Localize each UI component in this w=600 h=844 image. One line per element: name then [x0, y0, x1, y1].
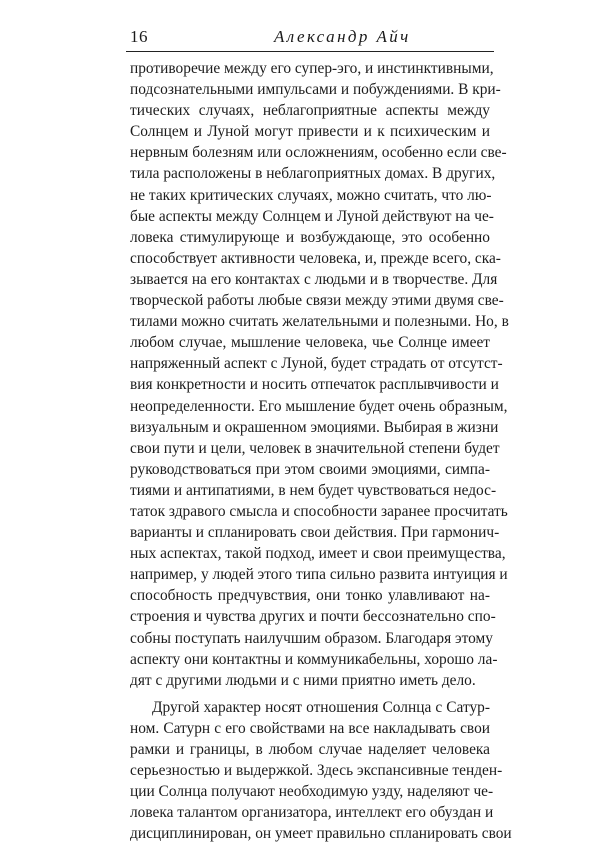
text-line: подсознательными импульсами и побуждениями. В кри- [130, 81, 501, 99]
text-line: аспекту они контактны и коммуникабельны, хорошо ла- [130, 650, 498, 668]
text-line: дят с другими людьми и с ними приятно иметь дело. [130, 671, 476, 689]
text-line: Солнцем и Луной могут привести и к психическим и [130, 123, 490, 141]
text-line: тила расположены в неблагоприятных домах. В других, [130, 165, 496, 183]
text-line: визуальным и окрашенном эмоциями. Выбирая в жизни [130, 418, 499, 436]
page-header [126, 25, 494, 52]
body-text [130, 58, 512, 844]
page-number: 16 [130, 27, 148, 46]
text-line: строения и чувства других и почти бессознательно спо- [130, 608, 496, 626]
paragraph-2 [130, 697, 512, 844]
text-line: свои пути и цели, человек в значительной степени будет [130, 439, 500, 457]
text-line: дисциплинирован, он умеет правильно спланировать свои [130, 825, 512, 843]
text-line: Другой характер носят отношения Солнца с Сатур- [152, 698, 490, 716]
text-line: бые аспекты между Солнцем и Луной действуют на че- [130, 207, 494, 225]
text-line: нервным болезням или осложнениям, особенно если све- [130, 144, 507, 162]
text-line: способность предчувствия, они тонко улавливают на- [130, 587, 490, 605]
text-line: любом случае, мышление человека, чье Солнце имеет [130, 334, 490, 352]
running-title-author: Александр Айч [274, 27, 411, 46]
text-line: тических случаях, неблагоприятные аспекты между [130, 102, 490, 120]
text-line: зывается на его контактах с людьми и в творчестве. Для [130, 270, 498, 288]
text-line: ном. Сатурн с его свойствами на все накладывать свои [130, 719, 490, 737]
text-line: таток здравого смысла и способности заранее просчитать [130, 502, 508, 520]
text-line: серьезностью и выдержкой. Здесь экспансивные тенден- [130, 762, 503, 780]
text-line: тилами можно считать желательными и полезными. Но, в [130, 313, 509, 331]
text-line: противоречие между его супер-эго, и инстинктивными, [130, 60, 494, 77]
text-line: неопределенности. Его мышление будет очень образным, [130, 397, 508, 415]
text-line: ных аспектах, такой подход, имеет и свои преимущества, [130, 545, 506, 563]
text-line: способствует активности человека, и, прежде всего, ска- [130, 249, 501, 267]
text-line: собны поступать наилучшим образом. Благодаря этому [130, 629, 493, 647]
text-line: руководствоваться при этом своими эмоциями, симпа- [130, 460, 490, 478]
paragraph-1 [130, 58, 509, 691]
text-line: ловека стимулирующе и возбуждающе, это особенно [130, 228, 490, 246]
text-line: не таких критических случаях, можно считать, что лю- [130, 186, 492, 204]
text-line: тиями и антипатиями, в нем будет чувствоваться недос- [130, 481, 497, 499]
text-line: например, у людей этого типа сильно развита интуиция и [130, 566, 508, 584]
text-line: рамки и границы, в любом случае наделяет человека [130, 741, 490, 758]
text-line: ции Солнца получают необходимую узду, наделяют че- [130, 783, 494, 801]
text-line: вия конкретности и носить отпечаток расплывчивости и [130, 376, 499, 394]
text-line: варианты и спланировать свои действия. При гармонич- [130, 524, 500, 542]
text-line: творческой работы любые связи между этими двумя све- [130, 292, 504, 310]
text-line: напряженный аспект с Луной, будет страдать от отсутст- [130, 355, 503, 373]
text-line: ловека талантом организатора, интеллект его обуздан и [130, 804, 494, 822]
